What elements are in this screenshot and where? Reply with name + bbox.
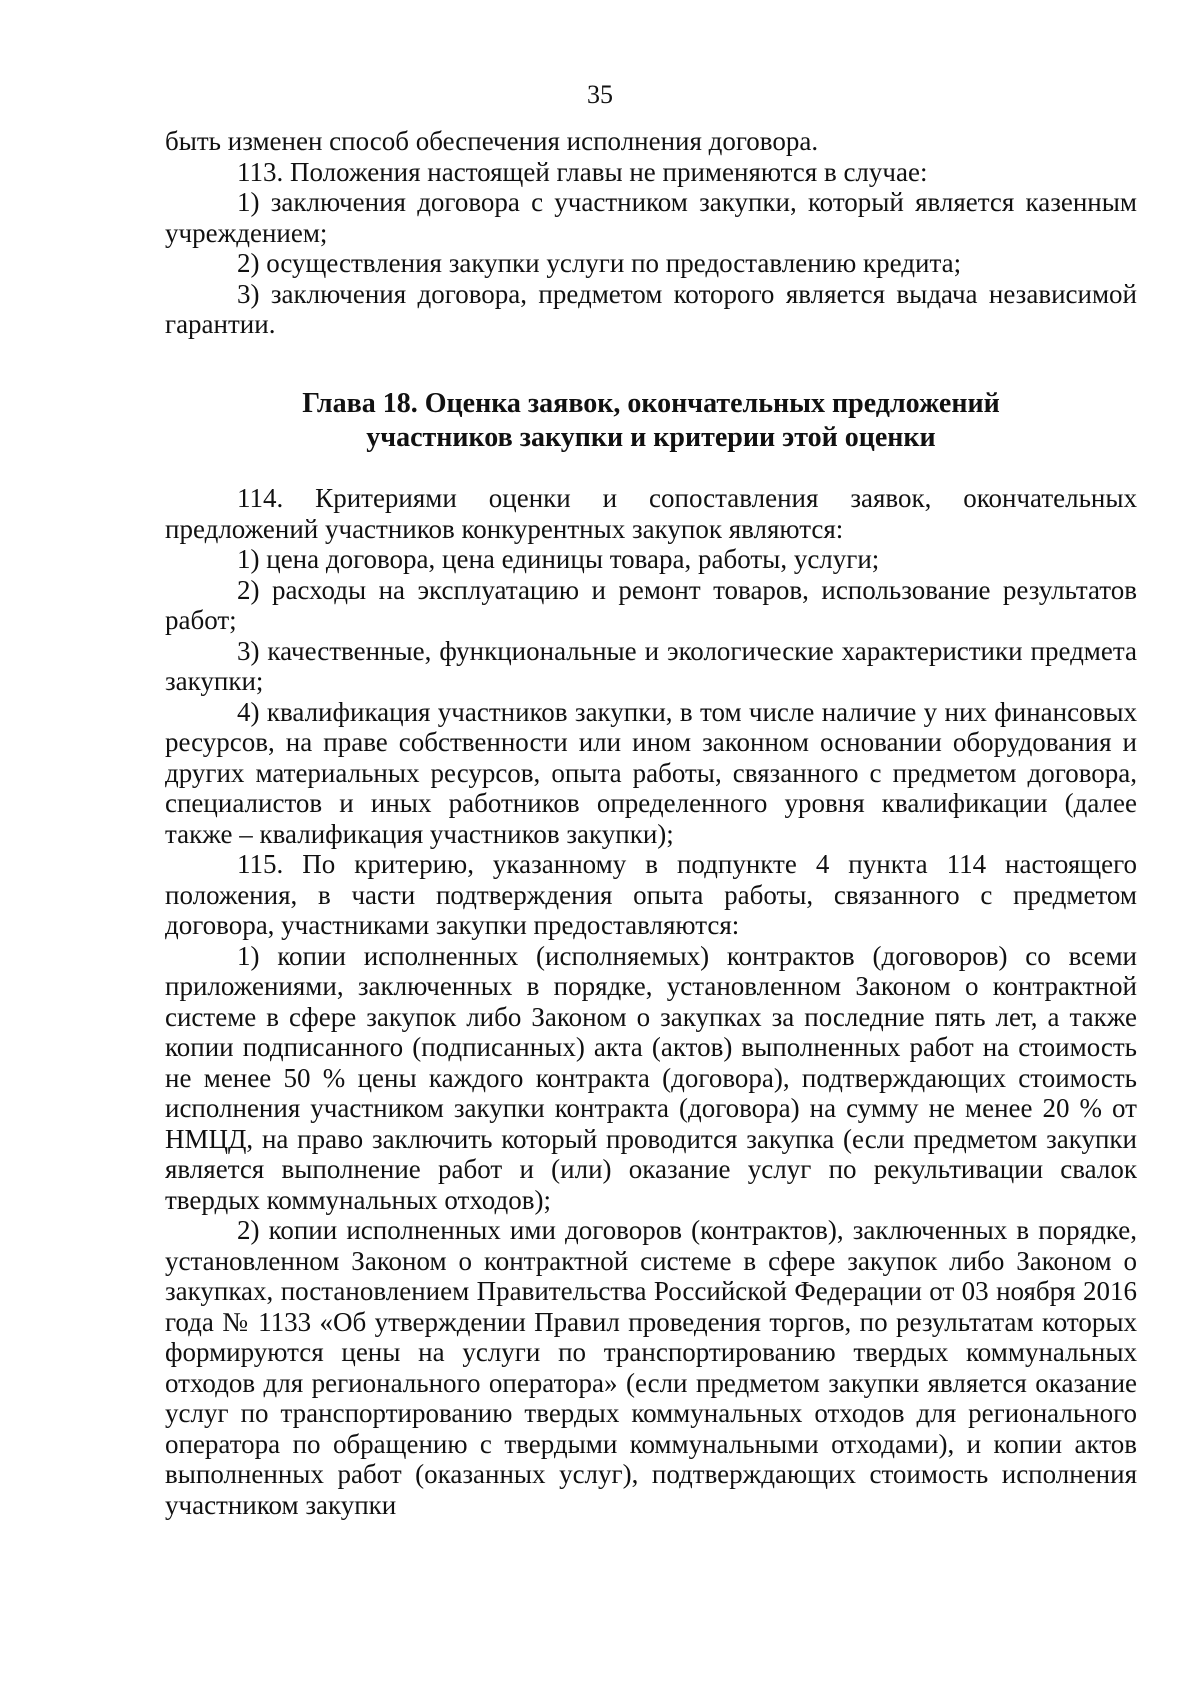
item-114-sub-4: 4) квалификация участников закупки, в том числе наличие у них финансовых ресурсов, на праве собственности или ином законном основании оборудования и других материальных ресурсов, опыта работы, связанного с предметом договора, специалистов и иных работников определенного уровня квалификации (далее также – квалификация участников закупки); [165,696,1137,849]
item-114-sub-2: 2) расходы на эксплуатацию и ремонт товаров, использование результатов работ; [165,574,1137,635]
item-113-sub-1: 1) заключения договора с участником закупки, который является казенным учреждением; [165,187,1137,248]
item-114-sub-3: 3) качественные, функциональные и экологические характеристики предмета закупки; [165,635,1137,696]
chapter-title-line-1: Глава 18. Оценка заявок, окончательных предложений [302,388,1000,419]
intro-block [165,126,1137,340]
item-115-paragraph: 115. По критерию, указанному в подпункте 4 пункта 114 настоящего положения, в части подтверждения опыта работы, связанного с предметом договора, участниками закупки предоставляются: [165,849,1137,940]
continuation-paragraph: быть изменен способ обеспечения исполнения договора. [165,126,819,156]
chapter-heading [165,387,1137,455]
item-115-sub-2: 2) копии исполненных ими договоров (контрактов), заключенных в порядке, установленном Законом о контрактной системе в сфере закупок либо Законом о закупках, постановлением Правительства Российской Федерации от 03 ноября 2016 года № 1133 «Об утверждении Правил проведения торгов, по результатам которых формируются цены на услуги по транспортированию твердых коммунальных отходов для регионального оператора» (если предметом закупки является оказание услуг по транспортированию твердых коммунальных отходов для регионального оператора по обращению с твердыми коммунальными отходами), и копии актов выполненных работ (оказанных услуг), подтверждающих стоимость исполнения участником закупки [165,1215,1137,1520]
item-114-paragraph: 114. Критериями оценки и сопоставления заявок, окончательных предложений участников конкурентных закупок являются: [165,483,1137,544]
item-113-sub-3: 3) заключения договора, предметом которого является выдача независимой гарантии. [165,278,1137,339]
item-114-sub-1: 1) цена договора, цена единицы товара, работы, услуги; [237,544,880,574]
item-113-paragraph: 113. Положения настоящей главы не применяются в случае: [237,156,928,187]
item-113-sub-2: 2) осуществления закупки услуги по предоставлению кредита; [237,248,962,278]
page-number: 35 [587,80,613,109]
section-block [165,483,1137,1520]
item-115-sub-1: 1) копии исполненных (исполняемых) контрактов (договоров) со всеми приложениями, заключенных в порядке, установленном Законом о контрактной системе в сфере закупок либо Законом о закупках за последние пять лет, а также копии подписанного (подписанных) акта (актов) выполненных работ на стоимость не менее 50 % цены каждого контракта (договора), подтверждающих стоимость исполнения участником закупки контракта (договора) на сумму не менее 20 % от НМЦД, на право заключить который проводится закупка (если предметом закупки является выполнение работ и (или) оказание услуг по рекультивации свалок твердых коммунальных отходов); [165,940,1137,1215]
chapter-title-line-2: участников закупки и критерии этой оценки [366,422,936,453]
